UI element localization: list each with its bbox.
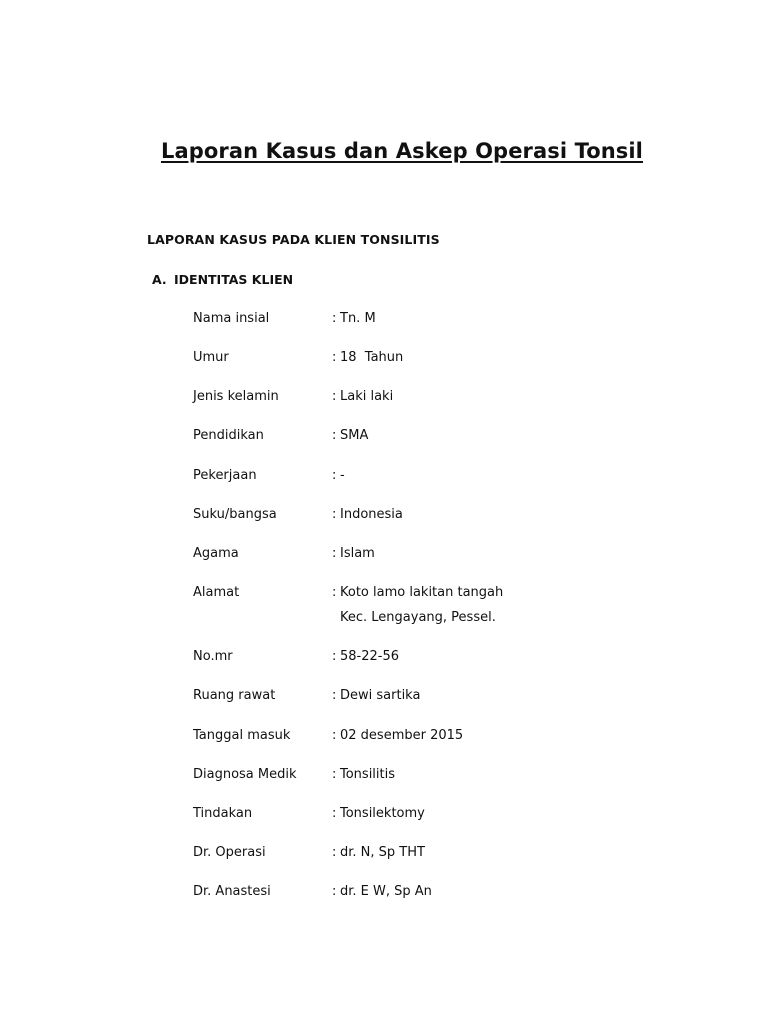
field-value: 58-22-56	[340, 649, 400, 664]
document-title: Laporan Kasus dan Askep Operasi Tonsil	[161, 139, 643, 163]
field-value: -	[340, 468, 345, 483]
section-heading: LAPORAN KASUS PADA KLIEN TONSILITIS	[147, 232, 440, 247]
subsection-heading	[152, 272, 293, 287]
field-value: Tonsilektomy	[340, 806, 425, 821]
field-value: Indonesia	[340, 507, 403, 522]
field-label: Pendidikan	[193, 428, 264, 443]
field-separator: :	[332, 350, 337, 365]
field-separator: :	[332, 649, 337, 664]
field-separator: :	[332, 806, 337, 821]
field-label: Pekerjaan	[193, 468, 257, 483]
field-value: 18 Tahun	[340, 350, 404, 365]
field-separator: :	[332, 688, 337, 703]
field-separator: :	[332, 728, 337, 743]
field-separator: :	[332, 884, 337, 899]
field-label: No.mr	[193, 649, 233, 664]
field-separator: :	[332, 389, 337, 404]
field-label: Nama insial	[193, 311, 270, 326]
field-value: Islam	[340, 546, 375, 561]
field-value: Tn. M	[340, 311, 376, 326]
field-separator: :	[332, 585, 337, 600]
field-value: 02 desember 2015	[340, 728, 464, 743]
field-value: dr. N, Sp THT	[340, 845, 425, 860]
field-label: Suku/bangsa	[193, 507, 277, 522]
field-label: Jenis kelamin	[193, 389, 279, 404]
field-separator: :	[332, 428, 337, 443]
field-label: Ruang rawat	[193, 688, 276, 703]
field-separator: :	[332, 546, 337, 561]
field-label: Tindakan	[193, 806, 253, 821]
field-value: Tonsilitis	[340, 767, 396, 782]
field-value-line2: Kec. Lengayang, Pessel.	[340, 610, 496, 625]
field-label: Tanggal masuk	[193, 728, 291, 743]
field-label: Umur	[193, 350, 229, 365]
field-label: Dr. Operasi	[193, 845, 266, 860]
field-value: SMA	[340, 428, 369, 443]
field-label: Alamat	[193, 585, 240, 600]
field-label: Dr. Anastesi	[193, 884, 271, 899]
field-separator: :	[332, 767, 337, 782]
field-separator: :	[332, 468, 337, 483]
field-separator: :	[332, 845, 337, 860]
field-label: Diagnosa Medik	[193, 767, 297, 782]
field-separator: :	[332, 507, 337, 522]
subsection-letter: A.	[152, 272, 167, 287]
field-label: Agama	[193, 546, 239, 561]
field-separator: :	[332, 311, 337, 326]
field-value: Laki laki	[340, 389, 394, 404]
field-value: Dewi sartika	[340, 688, 421, 703]
subsection-title: IDENTITAS KLIEN	[174, 272, 294, 287]
field-value: dr. E W, Sp An	[340, 884, 432, 899]
field-value: Koto lamo lakitan tangah	[340, 585, 504, 600]
